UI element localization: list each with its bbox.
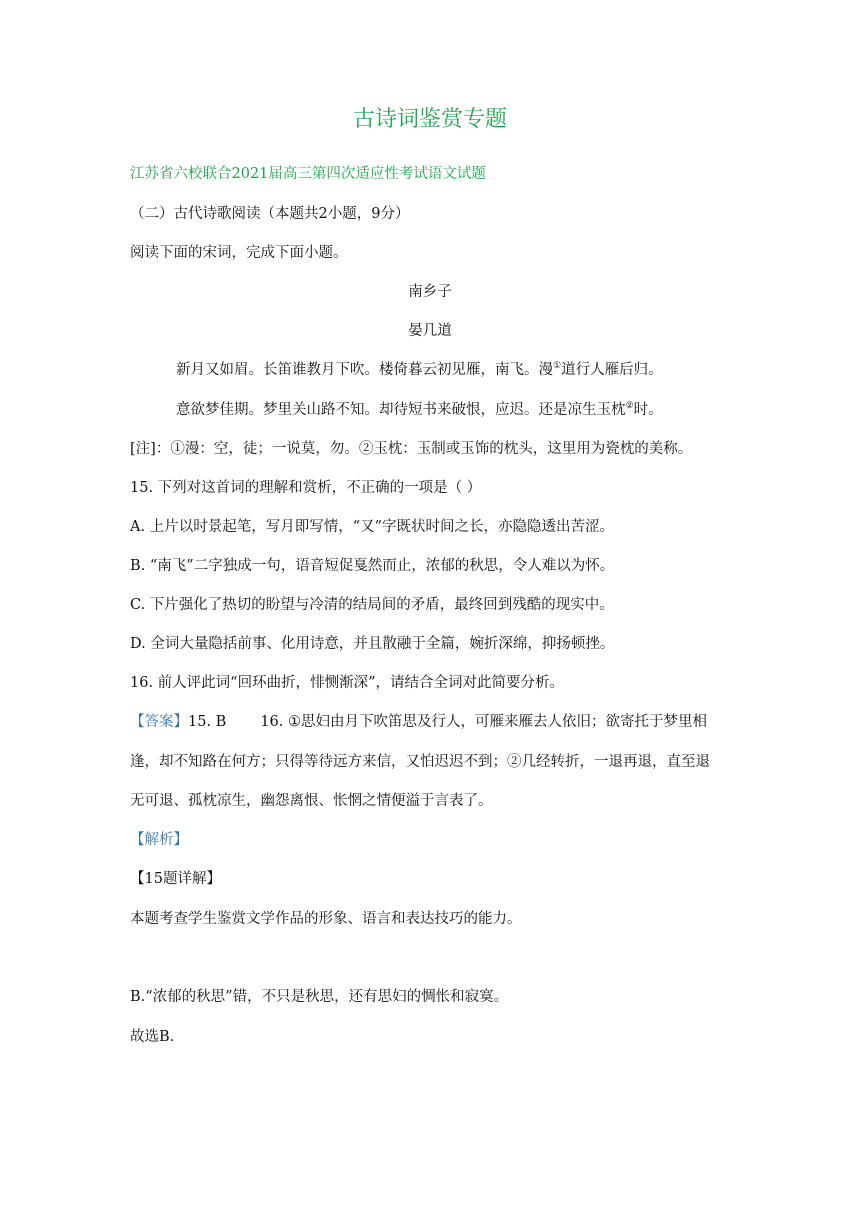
section-header: （二）古代诗歌阅读（本题共2小题，9分） [130, 206, 410, 222]
poem-line-2-text-b: 时。 [633, 402, 663, 418]
source-line: 江苏省六校联合2021届高三第四次适应性考试语文试题 [130, 166, 486, 182]
poem-line-2-text-a: 意欲梦佳期。梦里关山路不知。却待短书来破恨，应迟。还是凉生玉枕 [176, 402, 626, 418]
analysis-text-2: B.“浓郁的秋思”错，不只是秋思，还有思妇的惆怅和寂寞。 [130, 989, 509, 1005]
footnote-mark-2: ② [625, 401, 634, 412]
poem-title: 南乡子 [408, 284, 452, 300]
answer-line-2: 逢，却不知路在何方；只得等待远方来信，又怕迟迟不到；②几经转折，一退再退，直至退 [130, 754, 710, 770]
answer-q16-line-1: 16. ①思妇由月下吹笛思及行人，可雁来雁去人依旧；欲寄托于梦里相 [260, 714, 707, 730]
analysis-text-1: 本题考查学生鉴赏文学作品的形象、语言和表达技巧的能力。 [130, 911, 522, 927]
footnote-mark-1: ① [553, 361, 562, 372]
poem-author: 晏几道 [408, 323, 452, 339]
q15-option-c: C. 下片强化了热切的盼望与冷清的结局间的矛盾，最终回到残酷的现实中。 [130, 597, 614, 613]
poem-line-2 [176, 400, 663, 420]
q15-option-b: B. “南飞”二字独成一句，语音短促戛然而止，浓郁的秋思，令人难以为怀。 [130, 558, 615, 574]
q16-stem: 16. 前人评此词“回环曲折，悱恻渐深”，请结合全词对此简要分析。 [130, 675, 564, 691]
answer-line-3: 无可退、孤枕凉生，幽怨离恨、怅惘之情便溢于言表了。 [130, 793, 493, 809]
answer-line-1 [130, 712, 707, 732]
poem-line-1-text-b: 道行人雁后归。 [561, 362, 663, 378]
instruction-line: 阅读下面的宋词，完成下面小题。 [130, 245, 348, 261]
q15-stem: 15. 下列对这首词的理解和赏析，不正确的一项是（ ） [130, 480, 482, 496]
answer-q15: 15. B [188, 714, 227, 730]
analysis-detail-label: 【15题详解】 [130, 871, 221, 887]
page-title: 古诗词鉴赏专题 [352, 107, 507, 132]
analysis-text-3: 故选B. [130, 1029, 175, 1045]
note-line: [注]：①漫：空，徒；一说莫，勿。②玉枕：玉制或玉饰的枕头，这里用为瓷枕的美称。 [130, 441, 693, 457]
q15-option-a: A. 上片以时景起笔，写月即写情，“又”字既状时间之长，亦隐隐透出苦涩。 [130, 519, 615, 535]
answer-label: 【答案】 [130, 714, 188, 730]
poem-line-1 [176, 360, 663, 380]
analysis-label: 【解析】 [130, 832, 188, 848]
q15-option-d: D. 全词大量隐括前事、化用诗意，并且散融于全篇，婉折深绵，抑扬顿挫。 [130, 636, 615, 652]
poem-line-1-text-a: 新月又如眉。长笛谁教月下吹。楼倚暮云初见雁，南飞。漫 [176, 362, 553, 378]
